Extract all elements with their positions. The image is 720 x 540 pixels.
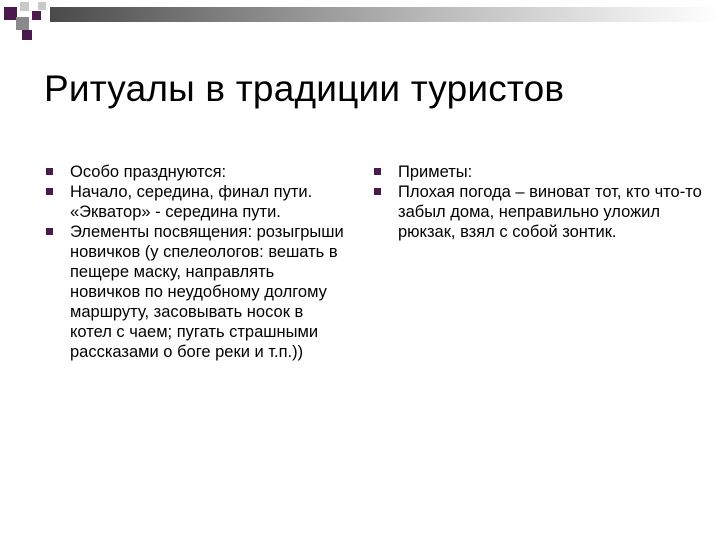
square-bullet-icon	[374, 188, 381, 195]
square-bullet-icon	[46, 188, 53, 195]
list-item	[44, 222, 344, 362]
slide-title: Ритуалы в традиции туристов	[44, 68, 565, 109]
list-item	[44, 162, 344, 182]
list-item-text: Начало, середина, финал пути. «Экватор» - середина пути.	[70, 183, 313, 221]
corner-square-decoration	[22, 30, 32, 40]
list-item-text: Плохая погода – виноват тот, кто что-то забыл дома, неправильно уложил рюкзак, взял с собой зонтик.	[398, 183, 702, 241]
corner-square-decoration	[20, 2, 29, 11]
list-item	[44, 182, 344, 222]
list-item-text: Особо празднуются:	[70, 163, 227, 181]
list-item	[372, 182, 708, 242]
left-column	[44, 162, 344, 362]
square-bullet-icon	[46, 228, 53, 235]
corner-square-decoration	[32, 11, 41, 20]
list-item	[372, 162, 708, 182]
corner-square-decoration	[16, 17, 29, 30]
corner-square-decoration	[38, 2, 46, 10]
left-bullet-list	[44, 162, 344, 362]
list-item-text: Элементы посвящения: розыгрыши новичков (у спелеологов: вешать в пещере маску, направлять новичков по неудобному долгому маршруту, засовывать носок в котел с чаем; пугать страшными рассказами о боге реки и т.п.))	[70, 223, 344, 361]
right-column	[372, 162, 708, 242]
top-gradient-bar	[50, 7, 720, 22]
right-bullet-list	[372, 162, 708, 242]
square-bullet-icon	[374, 168, 381, 175]
square-bullet-icon	[46, 168, 53, 175]
list-item-text: Приметы:	[398, 163, 473, 181]
